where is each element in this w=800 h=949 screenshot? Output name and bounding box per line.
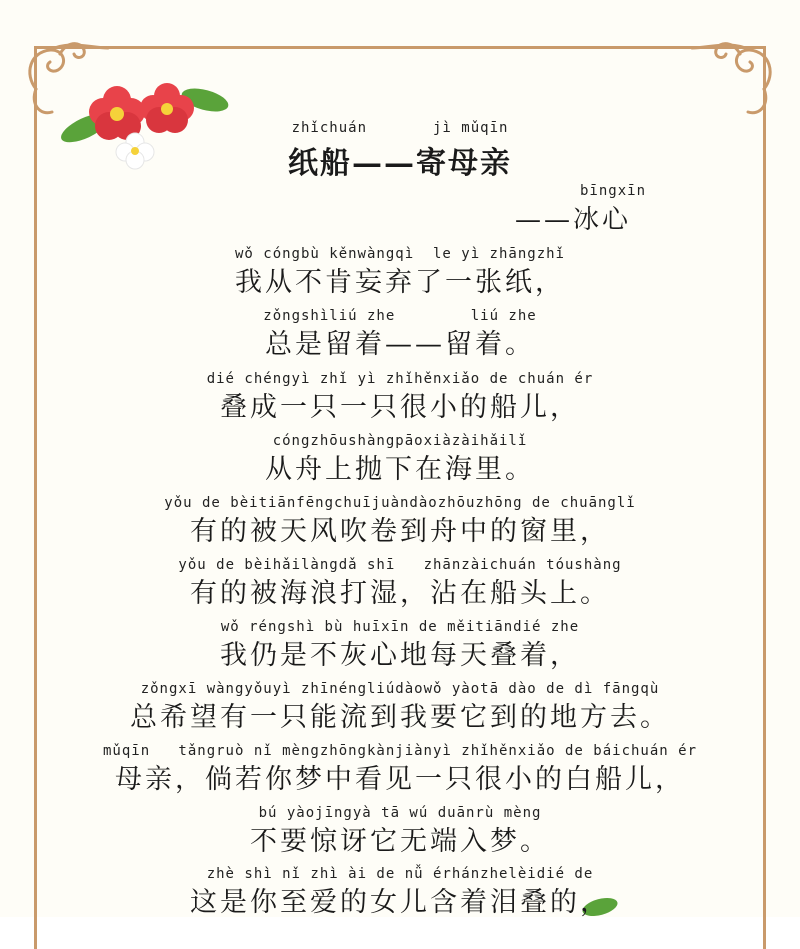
line-pinyin: zǒngshìliú zhe liú zhe bbox=[263, 308, 537, 324]
line-pinyin: wǒ réngshì bù huīxīn de měitiāndié zhe bbox=[220, 619, 580, 635]
author-pinyin: bīngxīn bbox=[580, 183, 647, 199]
line-text: 母亲，倘若你梦中看见一只很小的白船儿， bbox=[115, 764, 685, 795]
line-text: 这是你至爱的女儿含着泪叠的， bbox=[190, 887, 610, 918]
line-pinyin: zhè shì nǐ zhì ài de nǚ érhánzhelèidié de bbox=[206, 866, 594, 882]
line-text: 从舟上抛下在海里。 bbox=[265, 454, 535, 485]
line-text: 不要惊讶它无端入梦。 bbox=[250, 826, 550, 857]
poem-line bbox=[0, 371, 800, 424]
poem-line bbox=[0, 743, 800, 796]
poem-line bbox=[0, 866, 800, 919]
poem-line bbox=[0, 619, 800, 672]
line-text: 我仍是不灰心地每天叠着， bbox=[220, 640, 580, 671]
poem-line bbox=[0, 246, 800, 299]
line-pinyin: mǔqīn tǎngruò nǐ mèngzhōngkànjiànyì zhǐhěnxiǎo de báichuán ér bbox=[102, 743, 697, 759]
corner-flourish-right-icon bbox=[690, 34, 780, 124]
line-pinyin: cóngzhōushàngpāoxiàzàihǎilǐ bbox=[272, 433, 528, 449]
page-title: 纸船——寄母亲 bbox=[288, 146, 512, 181]
line-text: 总是留着——留着。 bbox=[265, 329, 535, 360]
line-text: 有的被海浪打湿，沾在船头上。 bbox=[190, 578, 610, 609]
line-text: 我从不肯妄弃了一张纸， bbox=[235, 267, 565, 298]
line-text: 有的被天风吹卷到舟中的窗里， bbox=[190, 516, 610, 547]
poem-line bbox=[0, 308, 800, 361]
line-pinyin: zǒngxī wàngyǒuyì zhīnéngliúdàowǒ yàotā dào de dì fāngqù bbox=[140, 681, 660, 697]
line-pinyin: yǒu de bèitiānfēngchuījuàndàozhōuzhōng de chuānglǐ bbox=[164, 495, 636, 511]
line-pinyin: bú yàojīngyà tā wú duānrù mèng bbox=[258, 805, 542, 821]
line-text: 叠成一只一只很小的船儿， bbox=[220, 392, 580, 423]
poem-line bbox=[0, 681, 800, 734]
poem-line bbox=[0, 495, 800, 548]
title-pinyin: zhǐchuán jì mǔqīn bbox=[291, 120, 509, 136]
poem-line bbox=[0, 805, 800, 858]
line-pinyin: yǒu de bèihǎilàngdǎ shī zhānzàichuán tóushàng bbox=[178, 557, 622, 573]
line-pinyin: wǒ cóngbù kěnwàngqì le yì zhāngzhǐ bbox=[234, 246, 565, 262]
poem-line bbox=[0, 557, 800, 610]
line-text: 总希望有一只能流到我要它到的地方去。 bbox=[130, 702, 670, 733]
line-pinyin: dié chéngyì zhǐ yì zhǐhěnxiǎo de chuán ér bbox=[206, 371, 594, 387]
poem-line bbox=[0, 433, 800, 486]
author-name: ——冰心 bbox=[515, 205, 632, 235]
